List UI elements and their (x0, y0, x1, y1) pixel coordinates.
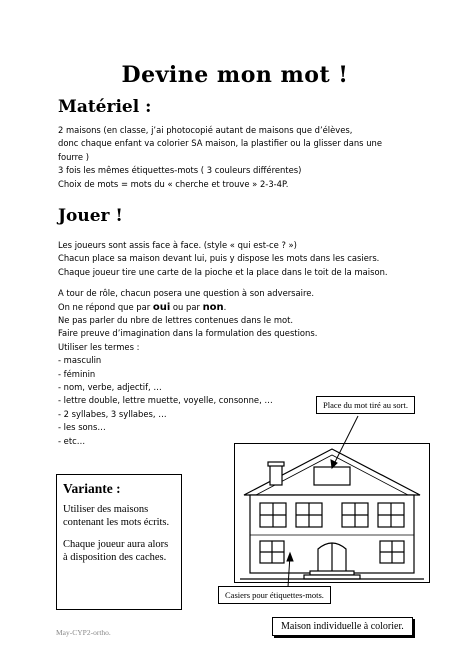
jouer-line: Les joueurs sont assis face à face. (style « qui est-ce ? ») (58, 240, 297, 250)
casiers-label: Casiers pour étiquettes-mots. (218, 586, 331, 604)
jouer-line: Ne pas parler du nbre de lettres contenues dans le mot. (58, 315, 294, 326)
materiel-line: donc chaque enfant va colorier SA maison, la plastifier ou la glisser dans une (58, 138, 382, 149)
materiel-line: Choix de mots = mots du « cherche et trouve » 2-3-4P. (58, 178, 289, 189)
jouer-line: - les sons… (58, 422, 106, 433)
footer-credit: May-CYP2-ortho. (56, 628, 111, 637)
jouer-line: - féminin (58, 368, 96, 379)
jouer-line: Chaque joueur tire une carte de la pioche et la place dans le toit de la maison. (58, 266, 388, 277)
answer-oui: oui (152, 301, 171, 313)
jouer-line: Utiliser les termes : (58, 341, 140, 352)
jouer-line: - etc… (58, 435, 86, 446)
variante-box (56, 474, 182, 610)
jouer-line: - masculin (58, 355, 102, 366)
jouer-heading: Jouer ! (58, 206, 123, 226)
variante-heading: Variante : (63, 481, 121, 496)
jouer-line: - 2 syllabes, 3 syllabes, … (58, 408, 167, 419)
answer-mid: ou par (170, 301, 203, 312)
maison-label: Maison individuelle à colorier. (272, 617, 413, 636)
variante-text: Utiliser des maisons contenant les mots écrits. (63, 504, 170, 528)
jouer-line: Faire preuve d’imagination dans la formulation des questions. (58, 328, 318, 339)
materiel-line: fourre ) (58, 151, 90, 162)
jouer-line: - lettre double, lettre muette, voyelle, consonne, … (58, 395, 273, 406)
materiel-line: 2 maisons (en classe, j’ai photocopié autant de maisons que d’élèves, (58, 125, 353, 135)
jouer-line: - nom, verbe, adjectif, … (58, 382, 162, 393)
jouer-line: Chacun place sa maison devant lui, puis y dispose les mots dans les casiers. (58, 253, 380, 264)
page-title: Devine mon mot ! (121, 62, 349, 88)
jouer-line: A tour de rôle, chacun posera une question à son adversaire. (58, 288, 315, 299)
answer-prefix: On ne répond que par (58, 301, 153, 312)
roof-label: Place du mot tiré au sort. (316, 396, 415, 414)
variante-text: Chaque joueur aura alors à disposition des caches. (63, 539, 169, 563)
answer-non: non (202, 301, 224, 313)
answer-end: . (223, 301, 227, 312)
materiel-line: 3 fois les mêmes étiquettes-mots ( 3 couleurs différentes) (58, 165, 302, 176)
materiel-heading: Matériel : (58, 97, 152, 117)
